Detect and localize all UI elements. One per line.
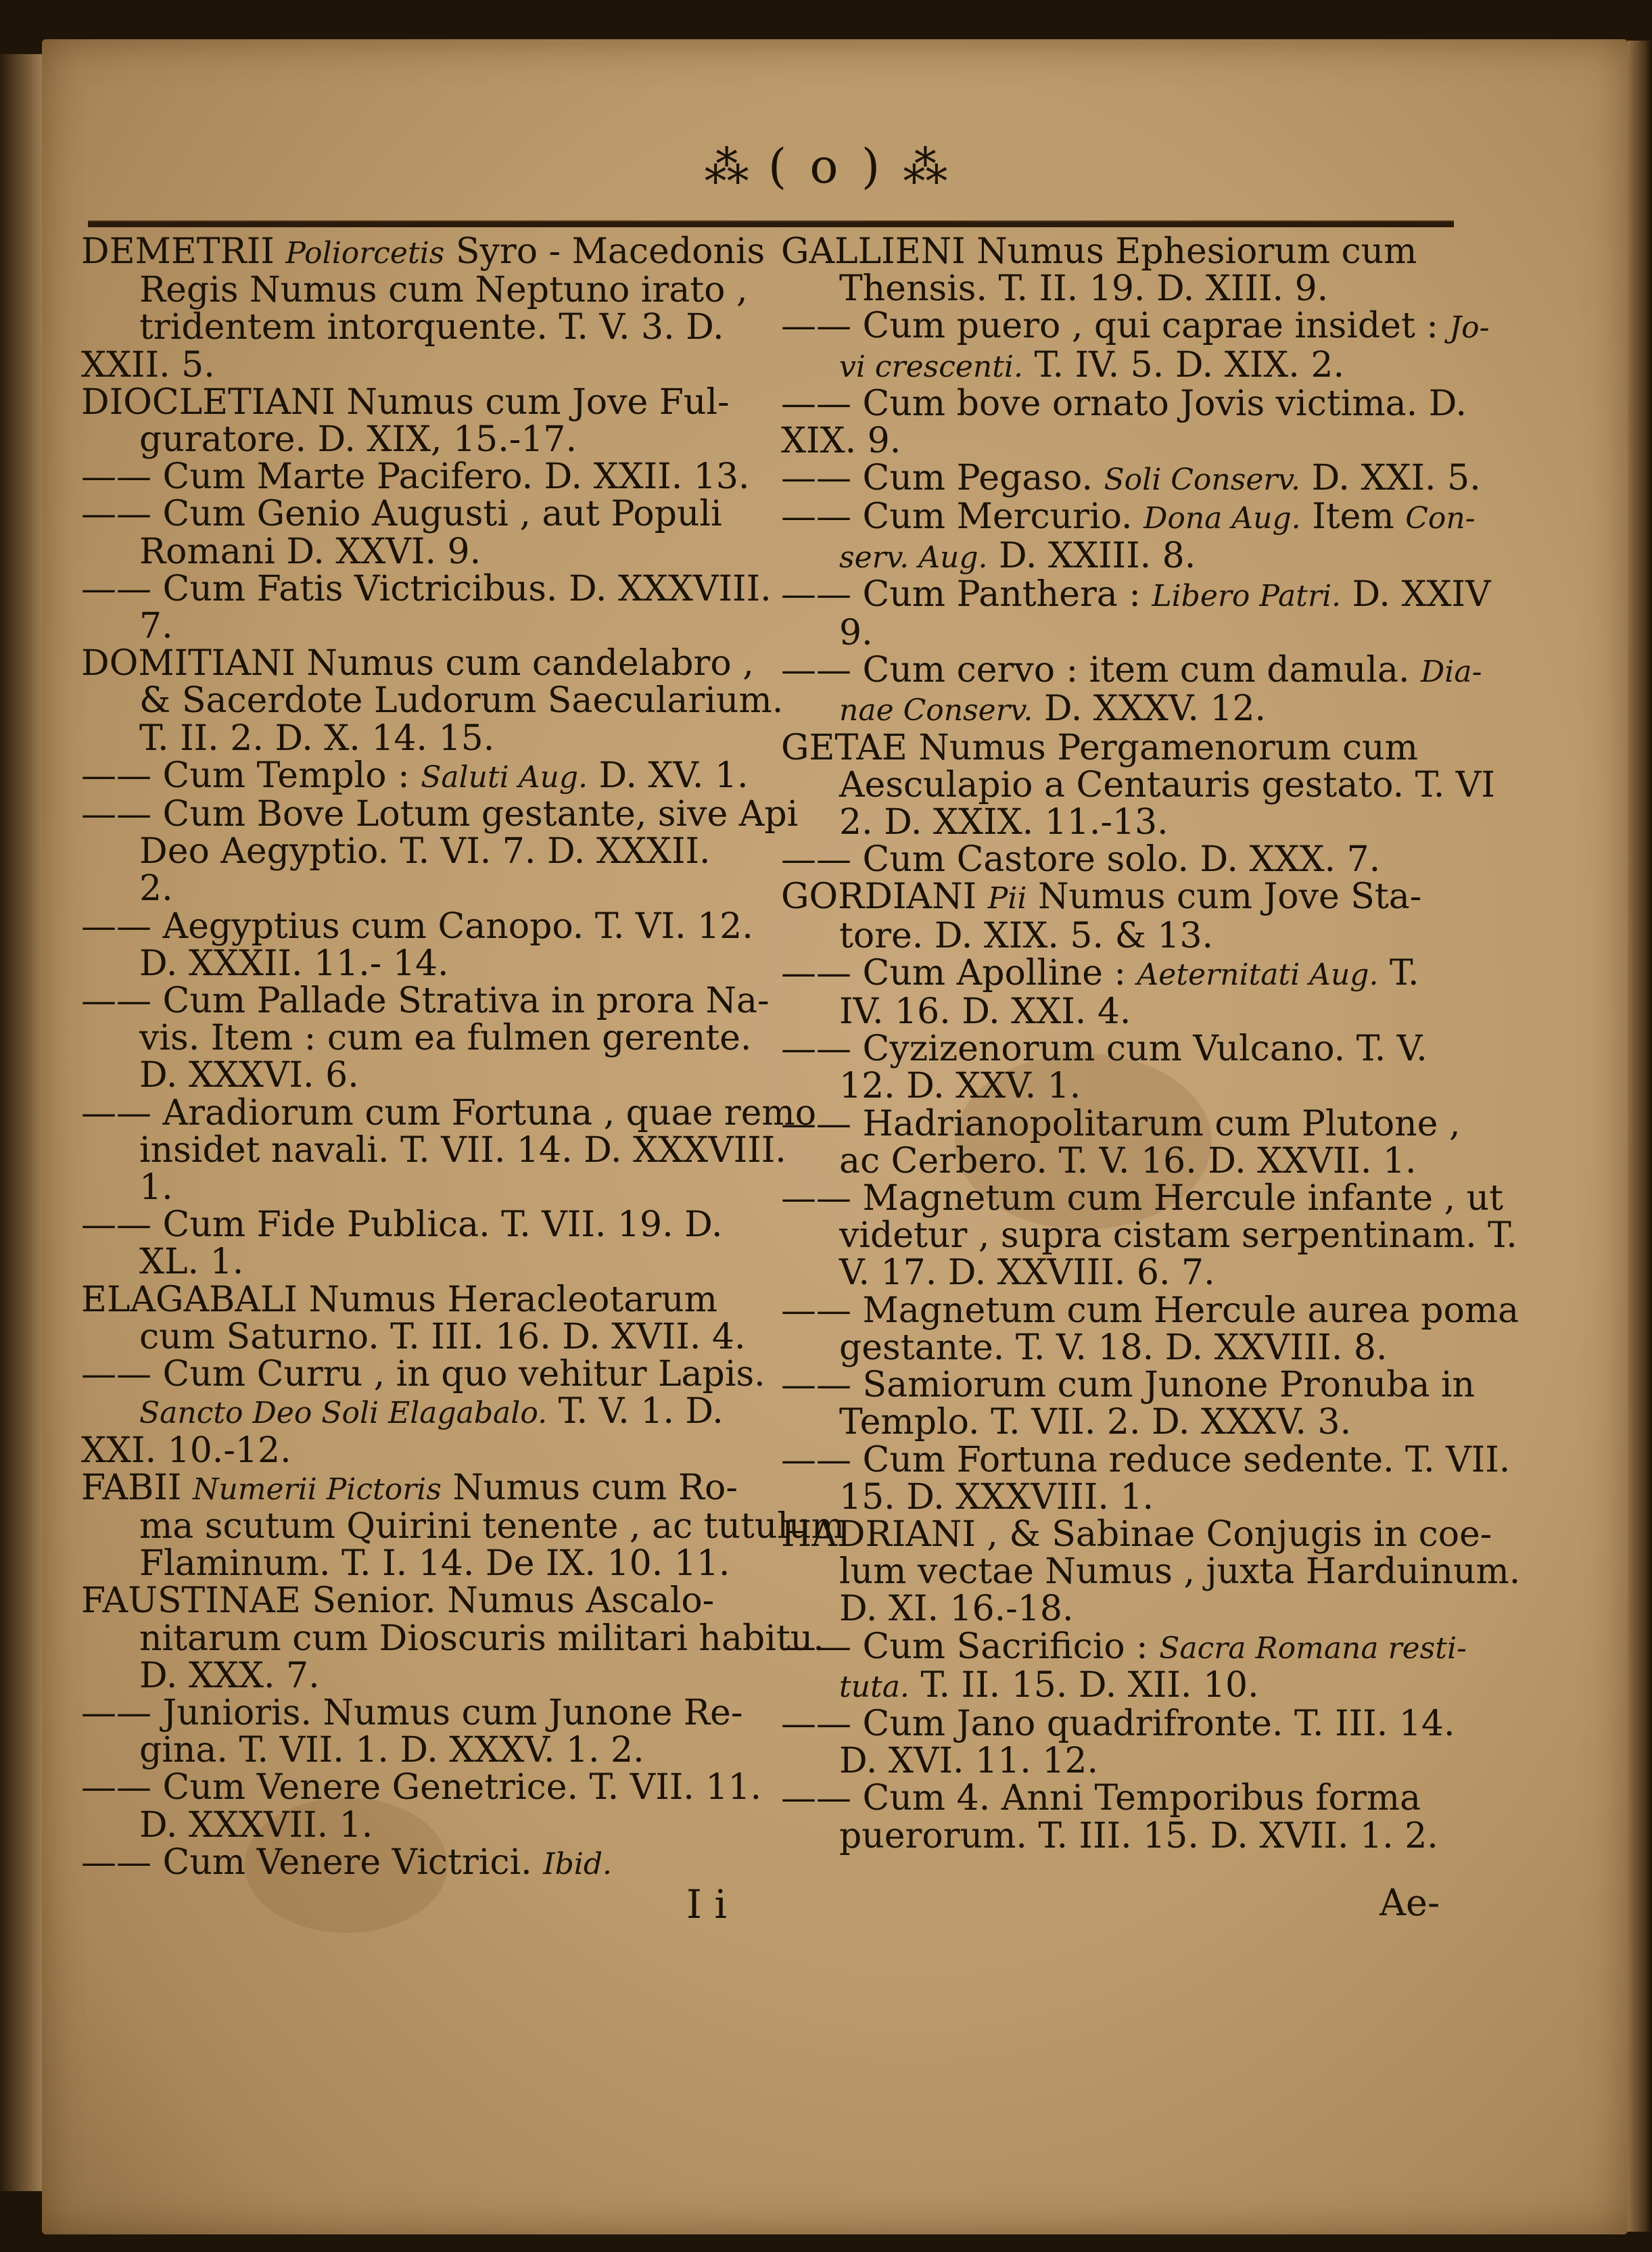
text-line: tridentem intorquente. T. V. 3. D. — [139, 307, 724, 348]
text-line: 2. D. XXIX. 11.-13. — [839, 802, 1169, 843]
text-line: guratore. D. XIX, 15.-17. — [139, 419, 577, 461]
header-rule — [88, 220, 1454, 227]
text-line: GALLIENI Numus Ephesiorum cum — [781, 231, 1417, 272]
text-line: 15. D. XXXVIII. 1. — [839, 1476, 1154, 1518]
text-line: —— Cum Fortuna reduce sedente. T. VII. — [781, 1439, 1511, 1480]
text-line: —— Cyzizenorum cum Vulcano. T. V. — [781, 1029, 1427, 1070]
text-line: gina. T. VII. 1. D. XXXV. 1. 2. — [139, 1730, 644, 1771]
ornament-right-icon: ⁂ — [903, 141, 948, 193]
text-line: Aesculapio a Centauris gestato. T. VI — [839, 764, 1495, 805]
text-line: DEMETRII Poliorcetis Syro - Macedonis — [81, 231, 765, 272]
text-line: —— Magnetum cum Hercule aurea poma — [781, 1290, 1519, 1331]
signature-mark: I i — [686, 1881, 727, 1927]
text-line: XXII. 5. — [81, 344, 215, 385]
text-line: —— Cum Fide Publica. T. VII. 19. D. — [81, 1204, 723, 1246]
text-line: D. XXXVI. 6. — [139, 1055, 359, 1096]
text-line: 12. D. XXV. 1. — [839, 1066, 1081, 1107]
text-line: gestante. T. V. 18. D. XXVIII. 8. — [839, 1327, 1388, 1368]
text-line: D. XXX. 7. — [139, 1655, 320, 1696]
text-line: D. XI. 16.-18. — [839, 1589, 1074, 1630]
text-line: IV. 16. D. XXI. 4. — [839, 991, 1131, 1033]
right-column — [781, 231, 1521, 1856]
text-line: GORDIANI Pii Numus cum Jove Sta- — [781, 876, 1422, 918]
text-line: —— Cum Venere Genetrice. T. VII. 11. — [81, 1767, 762, 1808]
text-line: —— Cum 4. Anni Temporibus forma — [781, 1778, 1421, 1819]
text-line: D. XXXII. 11.- 14. — [139, 943, 449, 984]
text-line: & Sacerdote Ludorum Saecularium. — [139, 680, 784, 722]
text-line: FAUSTINAE Senior. Numus Ascalo- — [81, 1580, 715, 1622]
text-line: D. XVI. 11. 12. — [839, 1741, 1098, 1782]
text-line: —— Cum Mercurio. Dona Aug. Item Con- — [781, 496, 1476, 538]
text-line: —— Cum Curru , in quo vehitur Lapis. — [81, 1354, 765, 1395]
text-line: —— Cum Fatis Victricibus. D. XXXVIII. — [81, 568, 772, 609]
text-line: 2. — [139, 868, 173, 910]
text-line: XXI. 10.-12. — [81, 1430, 291, 1471]
text-line: —— Samiorum cum Junone Pronuba in — [781, 1365, 1476, 1406]
text-line: —— Cum Venere Victrici. Ibid. — [81, 1842, 612, 1883]
text-line: Deo Aegyptio. T. VI. 7. D. XXXII. — [139, 831, 711, 872]
text-line: —— Cum Sacrificio : Sacra Romana resti- — [781, 1626, 1467, 1667]
text-line: 7. — [139, 606, 173, 647]
text-line: ELAGABALI Numus Heracleotarum — [81, 1279, 717, 1320]
text-line: —— Cum Apolline : Aeternitati Aug. T. — [781, 952, 1419, 993]
text-line: —— Cum bove ornato Jovis victima. D. — [781, 383, 1467, 424]
text-line: videtur , supra cistam serpentinam. T. — [839, 1215, 1517, 1257]
text-line: —— Hadrianopolitarum cum Plutone , — [781, 1103, 1461, 1144]
text-line: —— Cum Pallade Strativa in prora Na- — [81, 981, 770, 1022]
text-line: —— Cum Templo : Saluti Aug. D. XV. 1. — [81, 755, 749, 796]
text-line: HADRIANI , & Sabinae Conjugis in coe- — [781, 1514, 1492, 1555]
book-gutter — [0, 54, 42, 2191]
text-line: Regis Numus cum Neptuno irato , — [139, 270, 748, 311]
text-line: —— Cum Jano quadrifronte. T. III. 14. — [781, 1703, 1455, 1744]
text-line: tore. D. XIX. 5. & 13. — [839, 915, 1214, 956]
text-line: —— Cum Bove Lotum gestante, sive Api — [81, 794, 799, 835]
text-line: FABII Numerii Pictoris Numus cum Ro- — [81, 1467, 738, 1508]
text-line: —— Aegyptius cum Canopo. T. VI. 12. — [81, 906, 753, 947]
text-line: —— Cum Castore solo. D. XXX. 7. — [781, 839, 1381, 881]
ornament-left-icon: ⁂ — [704, 141, 749, 193]
text-line: DIOCLETIANI Numus cum Jove Ful- — [81, 381, 730, 423]
text-line: puerorum. T. III. 15. D. XVII. 1. 2. — [839, 1815, 1438, 1856]
running-header — [0, 139, 1652, 194]
page-edge — [1628, 41, 1652, 2232]
catchword: Ae- — [1379, 1881, 1440, 1924]
text-line: vis. Item : cum ea fulmen gerente. — [139, 1018, 752, 1059]
text-line: serv. Aug. D. XXIII. 8. — [839, 535, 1196, 576]
text-line: insidet navali. T. VII. 14. D. XXXVIII. — [139, 1129, 786, 1171]
text-line: 1. — [139, 1167, 173, 1209]
text-line: —— Cum puero , qui caprae insidet : Jo- — [781, 306, 1490, 347]
text-line: T. II. 2. D. X. 14. 15. — [139, 718, 495, 759]
text-line: —— Cum Marte Pacifero. D. XXII. 13. — [81, 456, 750, 498]
text-line: —— Cum cervo : item cum damula. Dia- — [781, 650, 1482, 691]
text-line: —— Cum Panthera : Libero Patri. D. XXIV — [781, 573, 1491, 615]
text-line: XIX. 9. — [781, 421, 901, 462]
page-number: ( o ) — [768, 139, 884, 194]
text-line: —— Magnetum cum Hercule infante , ut — [781, 1178, 1504, 1219]
text-line: XL. 1. — [139, 1242, 244, 1283]
text-line: nae Conserv. D. XXXV. 12. — [839, 688, 1267, 730]
text-line: —— Cum Genio Augusti , aut Populi — [81, 494, 722, 535]
text-line: tuta. T. II. 15. D. XII. 10. — [839, 1664, 1259, 1706]
text-line: —— Junioris. Numus cum Junone Re- — [81, 1692, 743, 1733]
text-line: nitarum cum Dioscuris militari habitu. — [139, 1618, 824, 1659]
text-line: Sancto Deo Soli Elagabalo. T. V. 1. D. — [139, 1391, 724, 1432]
text-line: GETAE Numus Pergamenorum cum — [781, 727, 1418, 768]
text-line: vi crescenti. T. IV. 5. D. XIX. 2. — [839, 344, 1344, 385]
text-line: Templo. T. VII. 2. D. XXXV. 3. — [839, 1402, 1352, 1443]
text-line: Thensis. T. II. 19. D. XIII. 9. — [839, 268, 1329, 310]
text-line: lum vectae Numus , juxta Harduinum. — [839, 1551, 1521, 1593]
text-line: Romani D. XXVI. 9. — [139, 531, 481, 572]
text-line: —— Aradiorum cum Fortuna , quae remo — [81, 1092, 816, 1133]
text-line: V. 17. D. XXVIII. 6. 7. — [839, 1252, 1215, 1294]
text-line: DOMITIANI Numus cum candelabro , — [81, 643, 754, 684]
text-line: ac Cerbero. T. V. 16. D. XXVII. 1. — [839, 1140, 1417, 1181]
text-line: —— Cum Pegaso. Soli Conserv. D. XXI. 5. — [781, 458, 1481, 499]
text-line: D. XXXVII. 1. — [139, 1804, 373, 1846]
text-line: 9. — [839, 613, 873, 654]
text-line: cum Saturno. T. III. 16. D. XVII. 4. — [139, 1316, 746, 1357]
text-line: ma scutum Quirini tenente , ac tutulum — [139, 1505, 845, 1547]
text-line: Flaminum. T. I. 14. De IX. 10. 11. — [139, 1543, 730, 1585]
